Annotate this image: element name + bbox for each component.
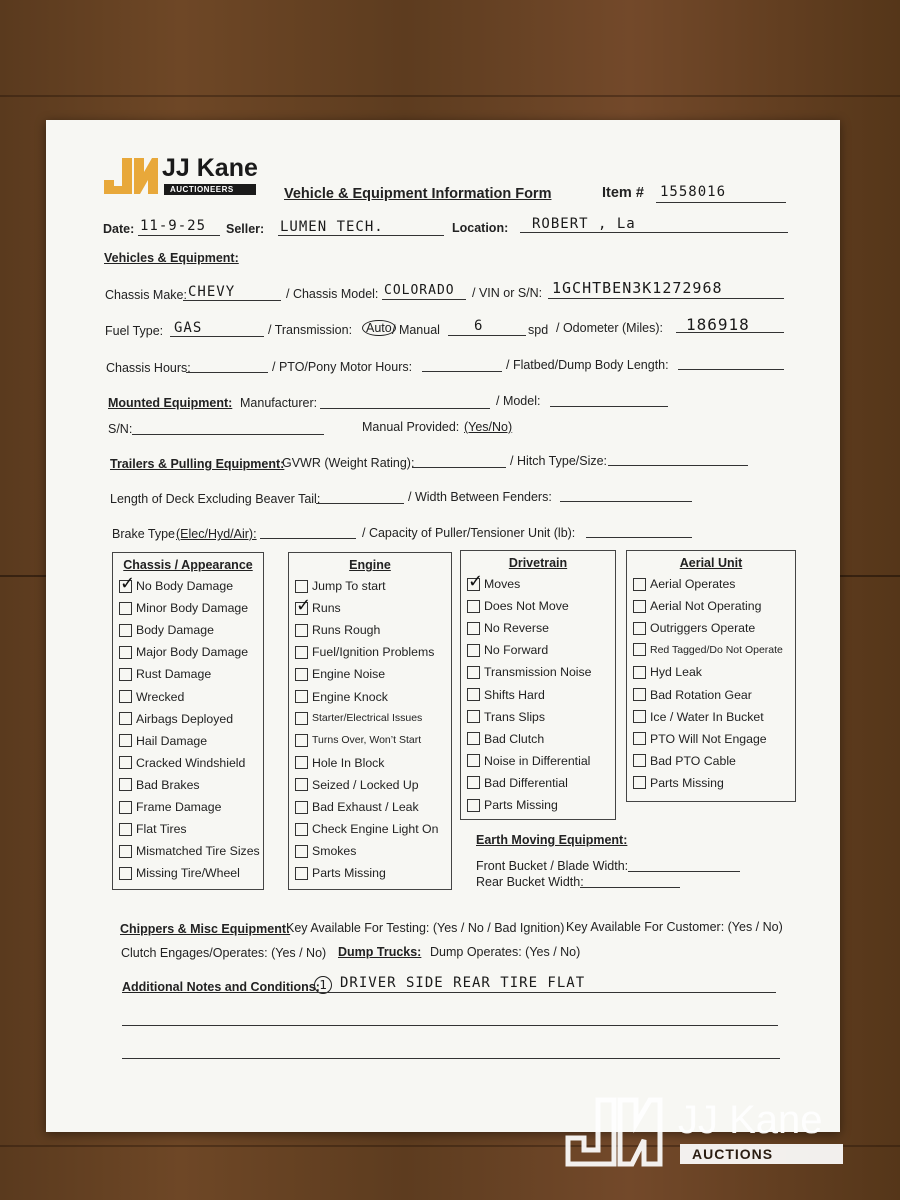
jjkane-logo [100,154,270,198]
checkbox-label: Check Engine Light On [312,822,439,837]
chassis-item[interactable] [119,623,214,637]
gvwr-label: GVWR (Weight Rating): [282,456,415,470]
mounted-model-label: / Model: [496,394,541,408]
checkbox[interactable] [119,756,132,769]
capacity-label: / Capacity of Puller/Tensioner Unit (lb): [362,526,576,540]
chassis-hours-label: Chassis Hours: [106,361,191,375]
checkbox[interactable] [295,690,308,703]
key-customer-text[interactable]: Key Available For Customer: (Yes / No) [566,920,783,934]
engine-item[interactable] [295,756,384,770]
earth-moving-heading: Earth Moving Equipment: [476,833,628,847]
vin-line [548,298,784,299]
seller-value[interactable]: LUMEN TECH. [280,219,384,235]
checkbox-label: Frame Damage [136,800,222,814]
engine-item[interactable] [295,734,421,747]
chassis-make-value[interactable]: CHEVY [188,284,236,300]
checkbox[interactable] [633,732,646,745]
engine-title: Engine [349,558,391,572]
mounted-model-line [550,406,668,407]
aerial-item[interactable] [633,688,752,702]
pto-hours-line [422,371,502,372]
spd-label: spd [528,323,549,337]
checkbox-label: Outriggers Operate [650,621,756,636]
checkbox[interactable] [633,578,646,591]
checkbox-label: Bad Brakes [136,777,200,792]
notes-value[interactable]: DRIVER SIDE REAR TIRE FLAT [340,975,586,991]
checkbox-label: Transmission Noise [484,665,592,680]
checkbox-label: Airbags Deployed [136,711,234,726]
item-label: Item # [602,185,644,201]
checkbox-label: Minor Body Damage [136,601,249,616]
engine-item[interactable] [295,712,422,725]
aerial-item[interactable] [633,710,764,724]
chassis-hours-line [186,372,268,373]
checkbox-label: Noise in Differential [484,753,591,768]
checkbox[interactable] [119,845,132,858]
engine-item[interactable] [295,844,356,858]
notes-line-1 [310,992,776,993]
checkbox[interactable] [467,799,480,812]
checkbox-label: Engine Knock [312,689,388,704]
aerial-item[interactable] [633,621,755,635]
checkbox[interactable] [119,801,132,814]
fenders-line [560,501,692,502]
checkbox-label: Cracked Windshield [136,755,246,770]
checkbox-label: Runs Rough [312,623,381,638]
brake-label: Brake Type [112,527,176,541]
drivetrain-item[interactable] [467,798,558,812]
chassis-item[interactable] [119,844,260,858]
engine-item[interactable] [295,822,438,836]
checkbox[interactable] [295,734,308,747]
chassis-model-line [382,299,466,300]
chassis-model-label: / Chassis Model: [286,287,379,301]
jk-watermark-icon [562,1092,666,1170]
checkbox[interactable] [467,666,480,679]
checkbox-label: Starter/Electrical Issues [312,712,423,725]
checkbox-label: Hail Damage [136,733,208,748]
vin-label: / VIN or S/N: [472,286,543,300]
front-bucket-line [628,871,740,872]
checkbox[interactable] [295,712,308,725]
location-line [520,232,788,233]
chassis-make-label: Chassis Make: [105,288,187,302]
checkbox-label: Major Body Damage [136,645,249,660]
checkbox[interactable] [633,710,646,723]
seller-line [278,235,444,236]
chassis-model-value[interactable]: COLORADO [384,283,455,298]
logo-brand: JJ Kane [162,154,258,182]
checkbox-label: Hole In Block [312,755,385,770]
checkbox-label: Jump To start [312,579,386,593]
manual-option[interactable]: / Manual [392,323,440,337]
rear-bucket-line [580,887,680,888]
checkmark-icon: ✓ [468,570,484,592]
aerial-item[interactable] [633,776,724,790]
checkbox-label: Rust Damage [136,667,212,682]
checkbox-label: Missing Tire/Wheel [136,866,240,881]
fuel-line [170,336,264,337]
notes-heading: Additional Notes and Conditions: [122,980,320,994]
checkbox[interactable] [467,710,480,723]
checkbox[interactable] [119,690,132,703]
drivetrain-item[interactable] [467,776,568,790]
manufacturer-label: Manufacturer: [240,396,318,410]
checkbox-label: Bad Rotation Gear [650,687,752,702]
transmission-label: / Transmission: [268,323,353,337]
checkbox-label: Shifts Hard [484,687,545,702]
location-label: Location: [452,221,509,235]
checkbox-label: Seized / Locked Up [312,777,419,792]
chassis-item[interactable] [119,712,233,726]
chassis-item[interactable] [119,734,207,748]
fenders-label: / Width Between Fenders: [408,490,552,504]
trailers-heading: Trailers & Pulling Equipment: [110,457,285,471]
checkbox[interactable] [467,688,480,701]
checkbox[interactable] [467,570,484,592]
dump-trucks-heading: Dump Trucks: [338,945,422,959]
checkbox[interactable] [295,756,308,769]
brake-options[interactable]: (Elec/Hyd/Air): [176,527,257,541]
checkbox[interactable] [633,754,646,767]
checkbox-label: Bad PTO Cable [650,753,736,768]
chassis-checklist [112,552,264,890]
vin-value[interactable]: 1GCHTBEN3K1272968 [552,279,723,297]
notes-line-2 [122,1025,778,1026]
checkbox-label: Bad Clutch [484,731,545,746]
checkbox[interactable] [295,823,308,836]
drivetrain-title: Drivetrain [508,556,568,570]
flatbed-label: / Flatbed/Dump Body Length: [506,358,669,372]
checkbox[interactable] [119,646,132,659]
checkbox-label: Smokes [312,844,357,859]
engine-item[interactable] [295,866,386,880]
item-line [656,202,786,203]
checkbox-label: Trans Slips [484,709,546,724]
chassis-make-line [183,300,281,301]
aerial-item[interactable] [633,665,702,679]
chippers-heading: Chippers & Misc Equipment: [120,922,291,936]
checkbox-label: Bad Exhaust / Leak [312,800,419,814]
checkbox[interactable] [295,845,308,858]
checkbox-label: Moves [484,577,521,591]
aerial-item[interactable] [633,732,767,746]
checkbox[interactable] [295,624,308,637]
manufacturer-line [320,408,490,409]
aerial-item[interactable] [633,754,736,768]
checkbox[interactable] [467,644,480,657]
manual-provided-label: Manual Provided: [362,420,460,434]
drivetrain-item[interactable] [467,570,521,592]
drivetrain-item[interactable] [467,665,592,679]
checkbox[interactable] [295,668,308,681]
odometer-value[interactable]: 186918 [686,315,750,334]
pto-hours-label: / PTO/Pony Motor Hours: [272,360,413,374]
checkbox[interactable] [633,688,646,701]
sn-label: S/N: [108,422,133,436]
checkbox-label: Bad Differential [484,775,568,790]
watermark-sub: AUCTIONS [680,1144,843,1164]
capacity-line [586,537,692,538]
checkbox[interactable] [119,602,132,615]
chassis-item[interactable] [119,800,221,814]
aerial-checklist [626,550,796,802]
speed-value[interactable]: 6 [474,318,484,334]
chassis-item[interactable] [119,778,200,792]
checkbox[interactable] [119,624,132,637]
engine-item[interactable] [295,667,385,681]
odometer-label: / Odometer (Miles): [556,321,663,335]
checkbox[interactable] [119,668,132,681]
fuel-label: Fuel Type: [105,324,164,338]
checkbox-label: Engine Noise [312,667,386,682]
checkbox[interactable] [119,572,136,594]
chassis-item[interactable] [119,866,240,880]
hitch-label: / Hitch Type/Size: [510,454,608,468]
engine-item[interactable] [295,645,434,659]
flatbed-line [678,369,784,370]
seller-label: Seller: [226,222,265,236]
checkbox[interactable] [467,776,480,789]
engine-item[interactable] [295,800,419,814]
aerial-item[interactable] [633,599,761,613]
checkbox[interactable] [467,754,480,767]
checkbox-label: Flat Tires [136,822,187,837]
checkbox[interactable] [119,712,132,725]
mounted-heading: Mounted Equipment: [108,396,233,410]
checkbox-label: Mismatched Tire Sizes [136,844,260,859]
checkbox-label: Aerial Operates [650,577,736,591]
checkbox-label: Does Not Move [484,599,569,614]
chassis-item[interactable] [119,572,234,594]
checkbox[interactable] [295,867,308,880]
checkbox-label: Wrecked [136,689,185,704]
notes-line-3 [122,1058,780,1059]
deck-line [316,503,404,504]
aerial-item[interactable] [633,643,783,656]
drivetrain-item[interactable] [467,732,544,746]
manual-provided-options[interactable]: (Yes/No) [464,420,513,434]
sn-line [132,434,324,435]
checkmark-icon: ✓ [120,572,136,594]
chassis-title: Chassis / Appearance [123,558,253,572]
rear-bucket-label: Rear Bucket Width: [476,875,584,889]
checkbox-label: PTO Will Not Engage [650,731,767,746]
notes-number: 1 [314,976,332,994]
engine-item[interactable] [295,778,419,792]
checkbox-label: Fuel/Ignition Problems [312,645,435,660]
checkbox[interactable] [119,778,132,791]
engine-item[interactable] [295,690,388,704]
date-line [138,235,220,236]
checkbox-label: Parts Missing [312,866,386,881]
drivetrain-checklist [460,550,616,820]
chassis-item[interactable] [119,645,248,659]
checkbox[interactable] [295,580,308,593]
key-testing-text[interactable]: Key Available For Testing: (Yes / No / Bad Ignition) [286,921,565,935]
date-label: Date: [103,222,135,236]
checkbox[interactable] [467,732,480,745]
checkbox-label: Aerial Not Operating [650,599,762,614]
location-value[interactable]: ROBERT , La [532,216,636,232]
aerial-title: Aerial Unit [679,556,743,570]
checkbox[interactable] [633,643,646,656]
checkbox[interactable] [633,600,646,613]
speed-line [448,335,526,336]
engine-checklist [288,552,452,890]
gvwr-line [412,467,506,468]
chassis-item[interactable] [119,601,248,615]
checkbox-label: Ice / Water In Bucket [650,709,764,724]
checkbox[interactable] [295,801,308,814]
chassis-item[interactable] [119,756,245,770]
drivetrain-item[interactable] [467,710,545,724]
dump-operates-text[interactable]: Dump Operates: (Yes / No) [430,945,581,959]
engine-item[interactable] [295,579,386,593]
logo-subtitle: AUCTIONEERS [164,184,256,195]
auto-option[interactable]: Auto [362,320,396,336]
deck-label: Length of Deck Excluding Beaver Tail: [110,492,321,506]
date-value[interactable]: 11-9-25 [140,218,207,234]
checkbox[interactable] [119,823,132,836]
jjkane-watermark [562,1092,872,1174]
checkbox-label: Body Damage [136,623,214,638]
form-title: Vehicle & Equipment Information Form [284,186,552,202]
item-value[interactable]: 1558016 [660,184,727,200]
checkbox-label: No Body Damage [136,579,234,593]
checkbox[interactable] [633,622,646,635]
engine-item[interactable] [295,594,341,616]
checkbox-label: Hyd Leak [650,665,702,680]
checkbox-label: No Forward [484,643,549,658]
checkbox[interactable] [295,646,308,659]
checkbox[interactable] [467,622,480,635]
fuel-value[interactable]: GAS [174,320,203,336]
drivetrain-item[interactable] [467,599,569,613]
checkbox[interactable] [119,734,132,747]
form-sheet [46,120,840,1132]
checkbox[interactable] [119,867,132,880]
checkbox-label: No Reverse [484,621,549,636]
checkbox-label: Turns Over, Won’t Start [312,734,422,747]
front-bucket-label: Front Bucket / Blade Width: [476,859,629,873]
checkbox[interactable] [633,666,646,679]
brake-line [260,538,356,539]
watermark-brand: JJ Kane [678,1098,823,1142]
checkbox[interactable] [633,776,646,789]
checkbox-label: Parts Missing [484,798,558,812]
drivetrain-item[interactable] [467,621,549,635]
checkbox-label: Red Tagged/Do Not Operate [650,643,783,656]
chassis-item[interactable] [119,667,211,681]
chassis-item[interactable] [119,822,187,836]
clutch-text[interactable]: Clutch Engages/Operates: (Yes / No) [121,946,327,960]
checkbox-label: Runs [312,601,341,616]
checkbox[interactable] [295,594,312,616]
engine-item[interactable] [295,623,380,637]
checkbox[interactable] [467,600,480,613]
checkmark-icon: ✓ [296,594,312,616]
chassis-item[interactable] [119,690,184,704]
checkbox[interactable] [295,778,308,791]
vehicles-heading: Vehicles & Equipment: [104,251,239,265]
aerial-item[interactable] [633,577,735,591]
drivetrain-item[interactable] [467,643,548,657]
drivetrain-item[interactable] [467,754,590,768]
jk-logo-icon [100,154,158,198]
hitch-line [608,465,748,466]
drivetrain-item[interactable] [467,688,545,702]
checkbox-label: Parts Missing [650,775,724,790]
